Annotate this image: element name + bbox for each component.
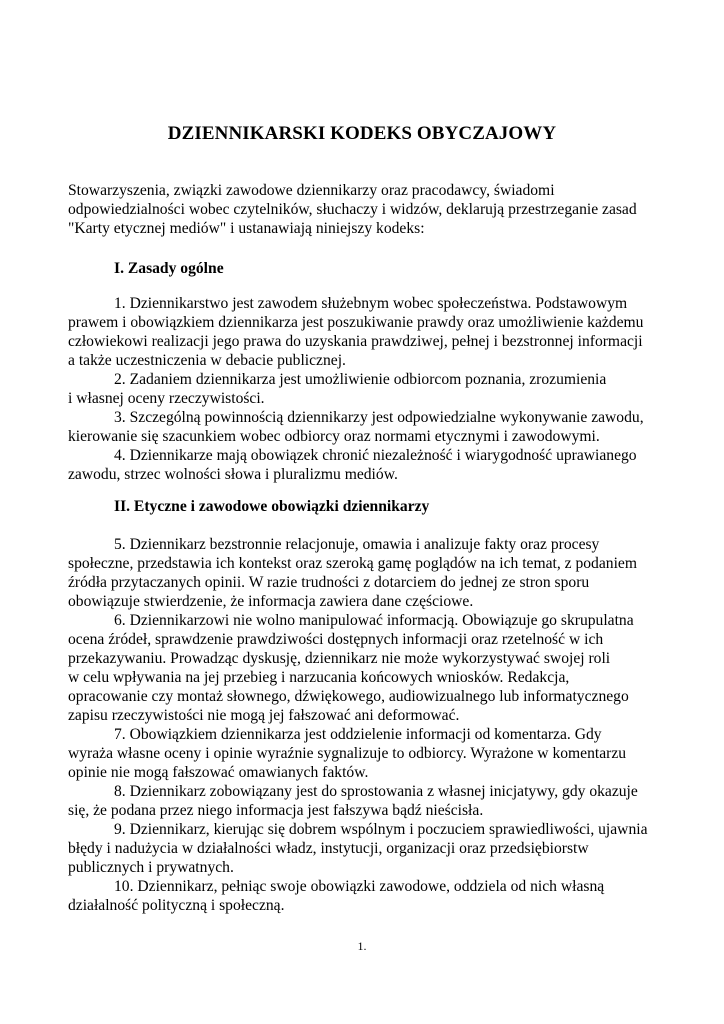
paragraph-line: 5. Dziennikarz bezstronnie relacjonuje, omawia i analizuje fakty oraz procesy	[114, 536, 600, 553]
paragraph-line: 4. Dziennikarze mają obowiązek chronić niezależność i wiarygodność uprawianego	[114, 447, 637, 464]
section-duties	[68, 535, 668, 915]
paragraph-line: źródła przytaczanych opinii. W razie trudności z dotarciem do jednej ze stron sporu	[68, 574, 590, 591]
paragraph-line: błędy i nadużycia w działalności władz, instytucji, organizacji oraz przedsiębiorstw	[68, 840, 589, 857]
paragraph-line: się, że podana przez niego informacja jest fałszywa bądź nieścisła.	[68, 802, 484, 819]
paragraph-line: wyraża własne oceny i opinie wyraźnie sygnalizuje to odbiorcy. Wyrażone w komentarzu	[68, 745, 627, 762]
paragraph-line: 10. Dziennikarz, pełniąc swoje obowiązki zawodowe, oddziela od nich własną	[114, 878, 605, 895]
paragraph-line: 3. Szczególną powinnością dziennikarzy jest odpowiedzialne wykonywanie zawodu,	[114, 409, 644, 426]
document-title: DZIENNIKARSKI KODEKS OBYCZAJOWY	[167, 123, 557, 144]
paragraph-line: 7. Obowiązkiem dziennikarza jest oddzielenie informacji od komentarza. Gdy	[114, 726, 602, 743]
intro-line: "Karty etycznej mediów" i ustanawiają niniejszy kodeks:	[68, 220, 425, 237]
paragraph-line: obowiązuje stwierdzenie, że informacja zawiera dane częściowe.	[68, 593, 474, 610]
paragraph-line: społeczne, przedstawia ich kontekst oraz szeroką gamę poglądów na ich temat, z podaniem	[68, 555, 637, 572]
intro-paragraph	[68, 181, 668, 238]
paragraph-line: ocena źródeł, sprawdzenie prawdziwości dostępnych informacji oraz rzetelność w ich	[68, 631, 604, 648]
paragraph-line: 8. Dziennikarz zobowiązany jest do sprostowania z własnej inicjatywy, gdy okazuje	[114, 783, 638, 800]
section-general-principles	[68, 294, 668, 484]
paragraph-line: przekazywaniu. Prowadząc dyskusję, dziennikarz nie może wykorzystywać swojej roli	[68, 650, 611, 667]
paragraph-line: 1. Dziennikarstwo jest zawodem służebnym wobec społeczeństwa. Podstawowym	[114, 295, 628, 312]
paragraph-line: a także uczestniczenia w debacie publicznej.	[68, 352, 346, 369]
paragraph-line: działalność polityczną i społeczną.	[68, 897, 285, 914]
paragraph-line: 9. Dziennikarz, kierując się dobrem wspólnym i poczuciem sprawiedliwości, ujawnia	[114, 821, 648, 838]
paragraph-line: zapisu rzeczywistości nie mogą jej fałszować ani deformować.	[68, 707, 460, 724]
paragraph-line: i własnej oceny rzeczywistości.	[68, 390, 265, 407]
paragraph-line: opinie nie mogą fałszować omawianych faktów.	[68, 764, 369, 781]
intro-line: odpowiedzialności wobec czytelników, słuchaczy i widzów, deklarują przestrzeganie zasad	[68, 201, 637, 218]
paragraph-line: zawodu, strzec wolności słowa i pluralizmu mediów.	[68, 466, 398, 483]
paragraph-line: kierowanie się szacunkiem wobec odbiorcy oraz normami etycznymi i zawodowymi.	[68, 428, 600, 445]
paragraph-line: 6. Dziennikarzowi nie wolno manipulować informacją. Obowiązuje go skrupulatna	[114, 612, 634, 629]
paragraph-line: prawem i obowiązkiem dziennikarza jest poszukiwanie prawdy oraz umożliwienie każdemu	[68, 314, 644, 331]
section-heading-duties: II. Etyczne i zawodowe obowiązki dziennikarzy	[114, 498, 430, 515]
paragraph-line: człowiekowi realizacji jego prawa do uzyskania prawdziwej, pełnej i bezstronnej informacji	[68, 333, 643, 350]
paragraph-line: publicznych i prywatnych.	[68, 859, 234, 876]
paragraph-line: w celu wpływania na jej przebieg i narzucania końcowych wniosków. Redakcja,	[68, 669, 570, 686]
paragraph-line: 2. Zadaniem dziennikarza jest umożliwienie odbiorcom poznania, zrozumienia	[114, 371, 607, 388]
section-heading-general-principles: I. Zasady ogólne	[114, 260, 224, 277]
intro-line: Stowarzyszenia, związki zawodowe dziennikarzy oraz pracodawcy, świadomi	[68, 182, 555, 199]
page-number: 1.	[357, 939, 367, 953]
paragraph-line: opracowanie czy montaż słownego, dźwiękowego, audiowizualnego lub informatycznego	[68, 688, 629, 705]
